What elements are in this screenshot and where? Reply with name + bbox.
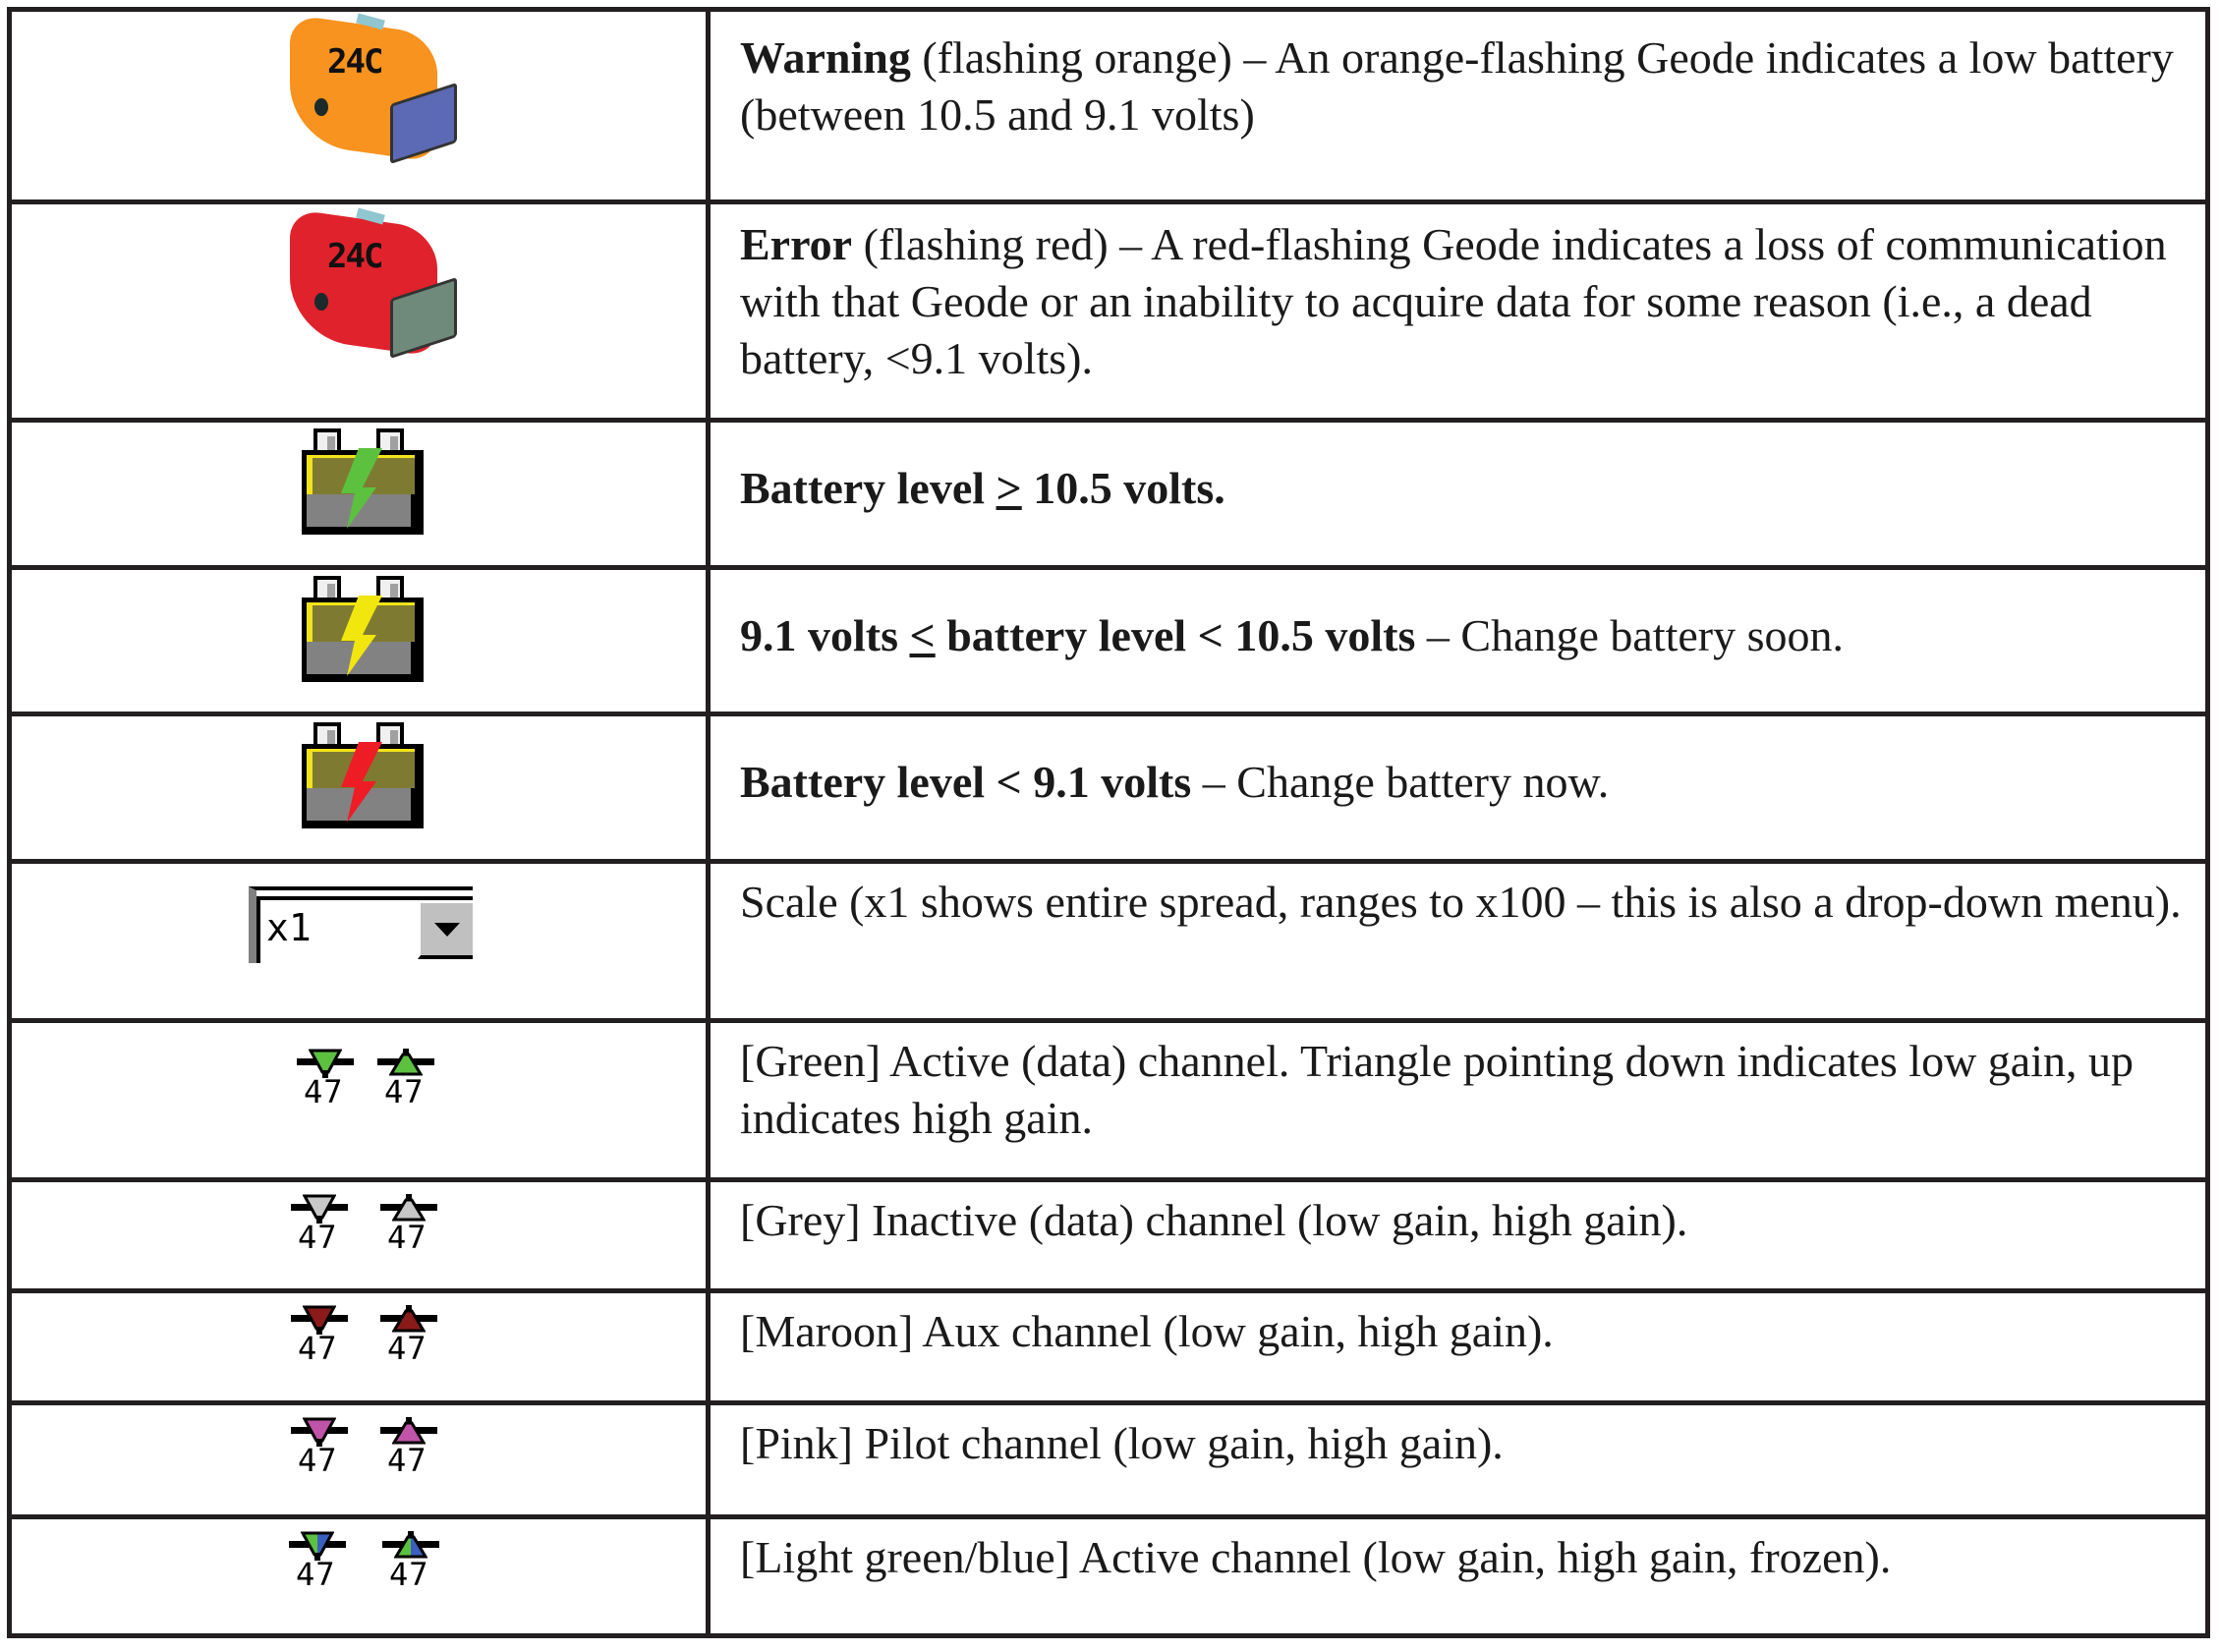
table-row-maroon-channel xyxy=(12,1288,2205,1405)
high-gain-triangle-icon: 47 xyxy=(380,1417,437,1486)
table-row-frozen-channel xyxy=(12,1514,2205,1652)
table-row-battery-low xyxy=(12,565,2205,716)
high-gain-triangle-icon: 47 xyxy=(377,1049,434,1117)
legend-table xyxy=(7,7,2210,1638)
table-row-battery-dead xyxy=(12,712,2205,864)
description-cell: Battery level > 10.5 volts. xyxy=(740,463,1225,513)
icon-cell xyxy=(12,1293,706,1405)
icon-cell xyxy=(12,716,706,864)
high-gain-triangle-icon: 47 xyxy=(380,1194,437,1263)
icon-cell xyxy=(12,570,706,716)
description-cell: [Maroon] Aux channel (low gain, high gain). xyxy=(740,1306,1554,1356)
scale-value: x1 xyxy=(266,906,312,949)
low-gain-triangle-icon: 47 xyxy=(297,1049,354,1117)
icon-cell xyxy=(12,1182,706,1293)
table-row-scale xyxy=(12,859,2205,1023)
battery-full-icon xyxy=(302,428,424,535)
geode-error-icon: 24C xyxy=(280,209,457,362)
low-gain-triangle-icon: 47 xyxy=(291,1305,348,1374)
greater-equal-symbol: > xyxy=(996,463,1022,513)
icon-cell xyxy=(12,1405,706,1519)
battery-dead-icon xyxy=(302,722,424,828)
description-cell: [Light green/blue] Active channel (low gain, high gain, frozen). xyxy=(740,1532,1892,1582)
icon-cell xyxy=(12,1023,706,1182)
icon-cell xyxy=(12,12,706,204)
lightning-bolt-icon xyxy=(329,438,384,529)
lightning-bolt-icon xyxy=(329,732,384,823)
table-row-warning xyxy=(12,12,2205,204)
geode-warning-icon: 24C xyxy=(280,15,457,167)
description-cell: Battery level < 9.1 volts – Change battery now. xyxy=(740,757,1610,807)
description-cell: Warning (flashing orange) – An orange-flashing Geode indicates a low battery (between 10.5 and 9.1 volts) xyxy=(740,32,2174,140)
scale-dropdown[interactable] xyxy=(249,886,473,963)
low-gain-triangle-icon: 47 xyxy=(291,1417,348,1486)
battery-low-icon xyxy=(302,576,424,682)
icon-cell xyxy=(12,204,706,423)
description-cell: Scale (x1 shows entire spread, ranges to x100 – this is also a drop-down menu). xyxy=(740,877,2182,927)
table-row-battery-full xyxy=(12,418,2205,570)
status-term: Error xyxy=(740,219,853,269)
less-equal-symbol: < xyxy=(909,610,936,660)
icon-cell xyxy=(12,1519,706,1652)
table-row-pink-channel xyxy=(12,1400,2205,1519)
table-row-green-channel xyxy=(12,1018,2205,1182)
description-cell: 9.1 volts < battery level < 10.5 volts – Change battery soon. xyxy=(740,610,1845,660)
status-term: Warning xyxy=(740,32,911,83)
low-gain-triangle-icon: 47 xyxy=(291,1194,348,1263)
table-row-grey-channel xyxy=(12,1177,2205,1293)
high-gain-triangle-icon: 47 xyxy=(380,1305,437,1374)
description-cell: Error (flashing red) – A red-flashing Geode indicates a loss of communication with that Geode or an inability to acquire data for some reason (i.e., a dead battery, <9.1 volts). xyxy=(740,219,2167,383)
low-gain-triangle-icon: 47 xyxy=(289,1531,346,1600)
dropdown-arrow-button[interactable] xyxy=(418,900,473,959)
high-gain-triangle-icon: 47 xyxy=(382,1531,439,1600)
lightning-bolt-icon xyxy=(329,586,384,676)
description-cell: [Grey] Inactive (data) channel (low gain, high gain). xyxy=(740,1195,1688,1245)
description-cell: [Pink] Pilot channel (low gain, high gain). xyxy=(740,1418,1504,1468)
icon-cell xyxy=(12,423,706,570)
description-cell: [Green] Active (data) channel. Triangle pointing down indicates low gain, up indicates high gain. xyxy=(740,1036,2134,1143)
table-row-error xyxy=(12,199,2205,423)
icon-cell xyxy=(12,864,706,1023)
